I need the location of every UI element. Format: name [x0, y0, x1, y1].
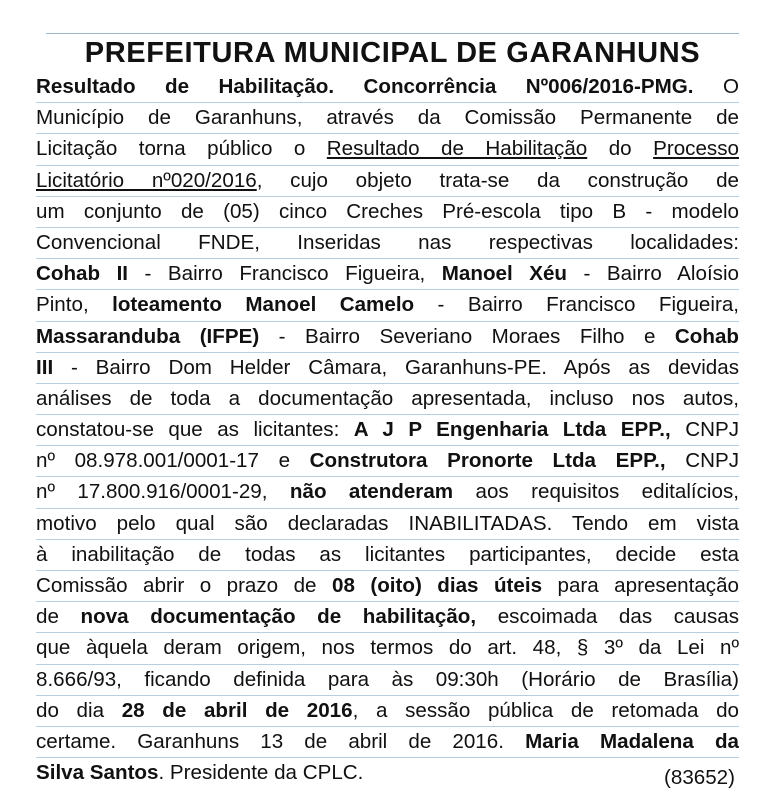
text-fragment: constatou-se que as licitantes:	[36, 418, 354, 442]
bold-phrase: Construtora Pronorte Ltda EPP.,	[309, 449, 666, 473]
text-line: Convencional FNDE, Inseridas nas respectivas localidades:	[36, 228, 739, 259]
bold-phrase: loteamento Manoel Camelo	[112, 293, 415, 317]
notice-body	[36, 72, 739, 788]
text-fragment: do dia	[36, 698, 122, 722]
text-line	[36, 259, 739, 290]
signatory-name: Maria Madalena da	[525, 729, 739, 753]
notice-document	[36, 33, 739, 788]
text-fragment: , cujo objeto trata-se da construção de	[256, 168, 739, 192]
text-line: Município de Garanhuns, através da Comissão Permanente de	[36, 103, 739, 134]
bold-phrase: nova documentação de habilitação,	[80, 605, 477, 629]
underlined-phrase: Licitatório nº020/2016	[36, 168, 257, 192]
text-line	[36, 134, 739, 165]
text-line	[36, 758, 739, 788]
text-fragment: de	[36, 605, 81, 629]
page-title: PREFEITURA MUNICIPAL DE GARANHUNS	[46, 33, 739, 72]
text-line	[36, 571, 739, 602]
text-line: um conjunto de (05) cinco Creches Pré-escola tipo B - modelo	[36, 197, 739, 228]
text-fragment: certame. Garanhuns 13 de abril de 2016.	[36, 729, 526, 753]
signatory-name: Silva Santos	[36, 761, 159, 785]
text-fragment: CNPJ	[665, 449, 739, 473]
text-line	[36, 322, 739, 353]
text-fragment: - Bairro Dom Helder Câmara, Garanhuns-PE. Após as devidas	[53, 355, 739, 379]
bold-phrase: Cohab	[674, 324, 739, 348]
text-fragment: O	[722, 75, 739, 98]
bold-phrase: não atenderam	[289, 480, 454, 504]
text-fragment: . Presidente da CPLC.	[158, 761, 364, 785]
text-fragment: aos requisitos editalícios,	[453, 480, 739, 504]
text-fragment: - Bairro Aloísio	[567, 262, 739, 286]
bold-phrase: A J P Engenharia Ltda EPP.,	[353, 418, 671, 442]
bold-phrase: Cohab II	[36, 262, 129, 286]
text-fragment: CNPJ	[670, 418, 739, 442]
text-line	[36, 415, 739, 446]
bold-phrase: Massaranduba (IFPE)	[36, 324, 260, 348]
text-line: 8.666/93, ficando definida para às 09:30h (Horário de Brasília)	[36, 665, 739, 696]
text-fragment: Comissão abrir o prazo de	[36, 574, 332, 597]
text-line	[36, 166, 739, 197]
text-fragment: - Bairro Severiano Moraes Filho e	[259, 324, 675, 348]
text-line: análises de toda a documentação apresentada, incluso nos autos,	[36, 384, 739, 415]
text-fragment: - Bairro Francisco Figueira,	[414, 293, 739, 317]
text-line	[36, 477, 739, 508]
text-line: que àquela deram origem, nos termos do art. 48, § 3º da Lei nº	[36, 633, 739, 664]
text-line	[36, 602, 739, 633]
text-fragment: Pinto,	[36, 293, 113, 317]
text-fragment: escoimada das causas	[476, 605, 739, 629]
text-fragment: do	[608, 137, 632, 161]
text-line	[36, 727, 739, 758]
bold-phrase: III	[36, 355, 54, 379]
text-fragment: para apresentação	[542, 574, 739, 597]
bold-phrase: Manoel Xéu	[441, 262, 567, 286]
notice-heading: Resultado de Habilitação. Concorrência Nº006/2016-PMG.	[36, 75, 694, 98]
text-line	[36, 72, 739, 103]
publication-code: (83652)	[664, 766, 735, 789]
text-fragment: nº 17.800.916/0001-29,	[36, 480, 290, 504]
bold-phrase: 08 (oito) dias úteis	[331, 574, 543, 597]
underlined-phrase: Resultado de Habilitação	[326, 137, 588, 161]
text-line	[36, 696, 739, 727]
text-line	[36, 446, 739, 477]
underlined-phrase: Processo	[653, 137, 739, 161]
text-line	[36, 290, 739, 321]
text-line: à inabilitação de todas as licitantes participantes, decide esta	[36, 540, 739, 571]
text-fragment: Licitação torna público o	[36, 137, 306, 161]
text-line	[36, 353, 739, 384]
text-fragment: - Bairro Francisco Figueira,	[128, 262, 442, 286]
text-fragment: nº 08.978.001/0001-17 e	[36, 449, 310, 473]
text-line: motivo pelo qual são declaradas INABILITADAS. Tendo em vista	[36, 509, 739, 540]
text-fragment: , a sessão pública de retomada do	[352, 698, 739, 722]
bold-phrase: 28 de abril de 2016	[121, 698, 353, 722]
